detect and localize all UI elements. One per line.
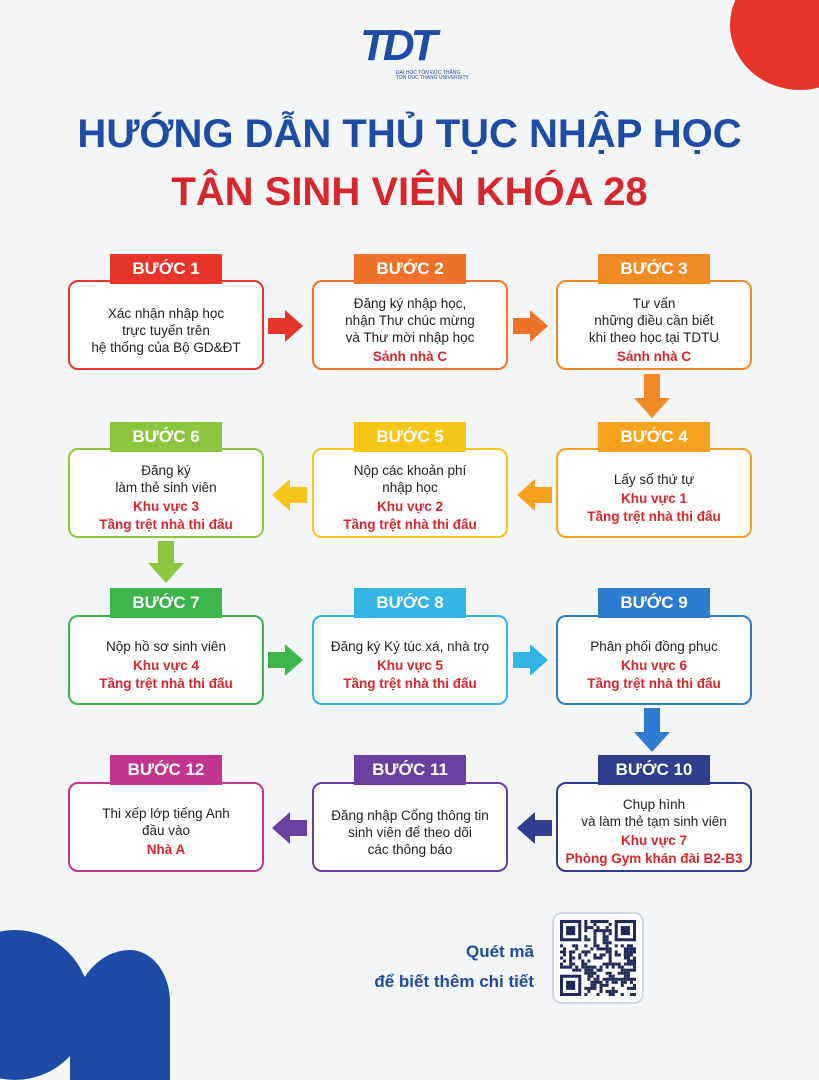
step-5-description: Nộp các khoản phí nhập học xyxy=(353,463,467,495)
step-5-label: BƯỚC 5 xyxy=(354,422,466,452)
step-11-label: BƯỚC 11 xyxy=(354,755,466,785)
step-1-label: BƯỚC 1 xyxy=(110,254,222,284)
step-10-card xyxy=(556,782,752,872)
step-2-location: Sảnh nhà C xyxy=(372,348,448,364)
step-8-card xyxy=(312,615,508,705)
arrow-9-to-10 xyxy=(634,708,670,752)
step-4-label: BƯỚC 4 xyxy=(598,422,710,452)
step-2-description: Đăng ký nhập học, nhận Thư chúc mừng và Thư mời nhập học xyxy=(345,295,475,345)
step-3-description: Tư vấn những điều cần biết khi theo học tại TDTU xyxy=(588,295,720,345)
step-10-label: BƯỚC 10 xyxy=(598,755,710,785)
qr-caption-line1: Quét mã xyxy=(465,942,534,961)
step-1-card xyxy=(68,280,264,370)
step-9-label: BƯỚC 9 xyxy=(598,588,710,618)
arrow-1-to-2 xyxy=(268,310,303,342)
step-4-description: Lấy số thứ tự xyxy=(613,471,695,487)
arrow-2-to-3 xyxy=(513,310,548,342)
step-12-label: BƯỚC 12 xyxy=(110,755,222,785)
arrow-4-to-5 xyxy=(517,479,552,511)
qr-caption-line2: để biết thêm chi tiết xyxy=(374,972,534,991)
arrow-7-to-8 xyxy=(268,644,303,676)
step-8-label: BƯỚC 8 xyxy=(354,588,466,618)
step-11-description: Đăng nhập Cổng thông tin sinh viên để theo dõi các thông báo xyxy=(331,807,489,857)
step-4-location: Khu vực 1 Tầng trệt nhà thi đấu xyxy=(587,490,721,524)
step-7-label: BƯỚC 7 xyxy=(110,588,222,618)
step-6-card xyxy=(68,448,264,538)
qr-code-pattern xyxy=(560,920,636,996)
logo-subtitle-vn: ĐẠI HỌC TÔN ĐỨC THẮNG xyxy=(396,70,461,76)
step-12-location: Nhà A xyxy=(146,842,186,857)
step-7-location: Khu vực 4 Tầng trệt nhà thi đấu xyxy=(99,657,233,691)
step-12-card xyxy=(68,782,264,872)
step-2-label: BƯỚC 2 xyxy=(354,254,466,284)
step-11-card xyxy=(312,782,508,872)
logo-subtitle-en: TON DUC THANG UNIVERSITY xyxy=(396,75,469,81)
step-5-location: Khu vực 2 Tầng trệt nhà thi đấu xyxy=(343,499,477,532)
step-7-description: Nộp hồ sơ sinh viên xyxy=(106,638,226,654)
step-3-label: BƯỚC 3 xyxy=(598,254,710,284)
step-3-card xyxy=(556,280,752,370)
step-6-label: BƯỚC 6 xyxy=(110,422,222,452)
arrow-3-to-4 xyxy=(634,374,670,418)
page-title-line2: TÂN SINH VIÊN KHÓA 28 xyxy=(171,170,648,214)
step-6-location: Khu vực 3 Tầng trệt nhà thi đấu xyxy=(99,499,233,532)
logo-mark-text: TDT xyxy=(360,21,434,70)
step-8-location: Khu vực 5 Tầng trệt nhà thi đấu xyxy=(343,657,477,691)
step-3-location: Sảnh nhà C xyxy=(616,348,692,364)
arrow-5-to-6 xyxy=(272,479,307,511)
arrow-6-to-7 xyxy=(148,541,184,583)
step-10-location: Khu vực 7 Phòng Gym khán đài B2-B3 xyxy=(565,833,743,866)
arrow-8-to-9 xyxy=(513,644,548,676)
page-title-line1: HƯỚNG DẪN THỦ TỤC NHẬP HỌC xyxy=(77,112,742,156)
step-9-card xyxy=(556,615,752,705)
arrow-11-to-12 xyxy=(272,812,307,844)
step-12-description: Thi xếp lớp tiếng Anh đầu vào xyxy=(102,806,230,838)
step-4-card xyxy=(556,448,752,538)
step-6-description: Đăng ký làm thẻ sinh viên xyxy=(115,463,217,495)
step-1-description: Xác nhận nhập học trực tuyến trên hệ thống của Bộ GD&ĐT xyxy=(91,305,241,355)
step-10-description: Chụp hình và làm thẻ tạm sinh viên xyxy=(581,797,727,829)
step-7-card xyxy=(68,615,264,705)
arrow-10-to-11 xyxy=(517,812,552,844)
step-9-description: Phân phối đồng phục xyxy=(590,638,718,654)
step-9-location: Khu vực 6 Tầng trệt nhà thi đấu xyxy=(587,657,721,691)
qr-code[interactable] xyxy=(552,912,644,1004)
step-8-description: Đăng ký Ký túc xá, nhà trọ xyxy=(330,638,490,654)
step-2-card xyxy=(312,280,508,370)
step-5-card xyxy=(312,448,508,538)
